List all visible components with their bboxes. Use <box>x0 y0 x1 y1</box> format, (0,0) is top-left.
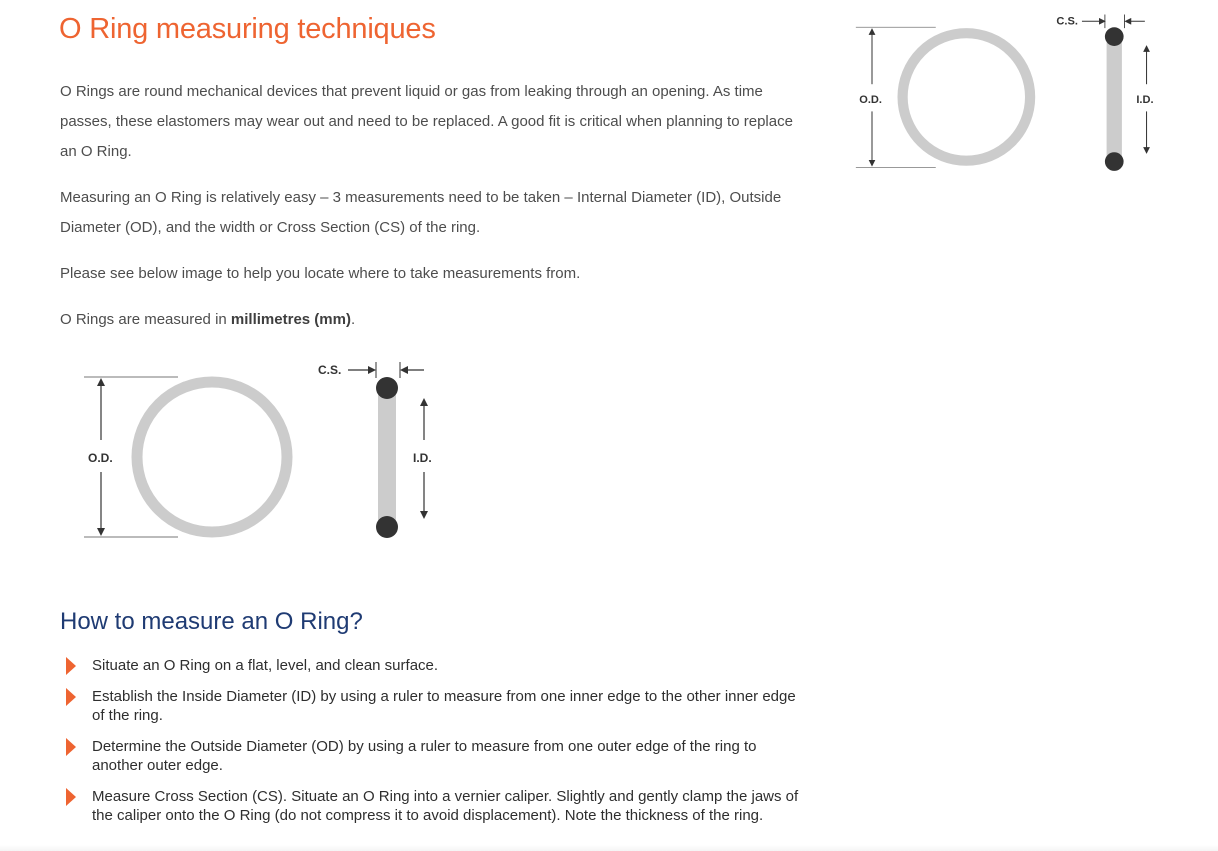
list-item <box>60 737 800 775</box>
units-bold: millimetres (mm) <box>230 311 351 328</box>
units-suffix: . <box>350 311 356 328</box>
oring-side-view <box>378 388 396 526</box>
page-title: O Ring measuring techniques <box>59 13 436 45</box>
how-to-steps <box>60 656 800 837</box>
bottom-fade <box>0 845 1218 851</box>
thumb-cs-bottom-bead <box>1105 152 1124 171</box>
image-hint-paragraph: Please see below image to help you locate where to take measurements from. <box>60 265 581 282</box>
units-prefix: O Rings are measured in <box>60 311 231 328</box>
triangle-bullet-icon <box>66 738 76 756</box>
step-text: Establish the Inside Diameter (ID) by using a ruler to measure from one inner edge to the other inner edge of the ring. <box>92 688 796 724</box>
thumb-oring-side-view <box>1107 37 1122 161</box>
list-item <box>60 656 800 675</box>
triangle-bullet-icon <box>66 788 76 806</box>
thumb-id-label: I.D. <box>1136 93 1154 106</box>
cs-top-bead <box>376 377 398 399</box>
id-label: I.D. <box>413 451 432 465</box>
oring-diagram <box>78 352 448 552</box>
units-paragraph <box>60 305 800 335</box>
oring-front-view <box>137 382 287 532</box>
cs-bottom-bead <box>376 516 398 538</box>
triangle-bullet-icon <box>66 688 76 706</box>
how-to-heading: How to measure an O Ring? <box>60 608 363 635</box>
oring-diagram-thumbnail <box>848 6 1168 176</box>
thumb-cs-top-bead <box>1105 27 1124 46</box>
list-item <box>60 787 800 825</box>
thumb-od-label: O.D. <box>859 93 882 106</box>
thumb-cs-label: C.S. <box>1056 15 1078 28</box>
triangle-bullet-icon <box>66 657 76 675</box>
step-text: Situate an O Ring on a flat, level, and clean surface. <box>92 657 439 674</box>
thumb-oring-front-view <box>903 33 1031 161</box>
step-text: Determine the Outside Diameter (OD) by using a ruler to measure from one outer edge of the ring to another outer edge. <box>92 738 757 774</box>
cs-label: C.S. <box>318 363 342 377</box>
intro-paragraph: O Rings are round mechanical devices that prevent liquid or gas from leaking through an opening. As time passes, these elastomers may wear out and need to be replaced. A good fit is critical when planning to replace an O Ring. <box>60 83 793 160</box>
od-label: O.D. <box>88 451 113 465</box>
step-text: Measure Cross Section (CS). Situate an O Ring into a vernier caliper. Slightly and gently clamp the jaws of the caliper onto the O Ring (do not compress it to avoid displacement). Note the thickness of the ring. <box>92 788 799 824</box>
list-item <box>60 687 800 725</box>
measurements-paragraph: Measuring an O Ring is relatively easy – 3 measurements need to be taken – Internal Diameter (ID), Outside Diameter (OD), and the width or Cross Section (CS) of the ring. <box>60 189 782 236</box>
